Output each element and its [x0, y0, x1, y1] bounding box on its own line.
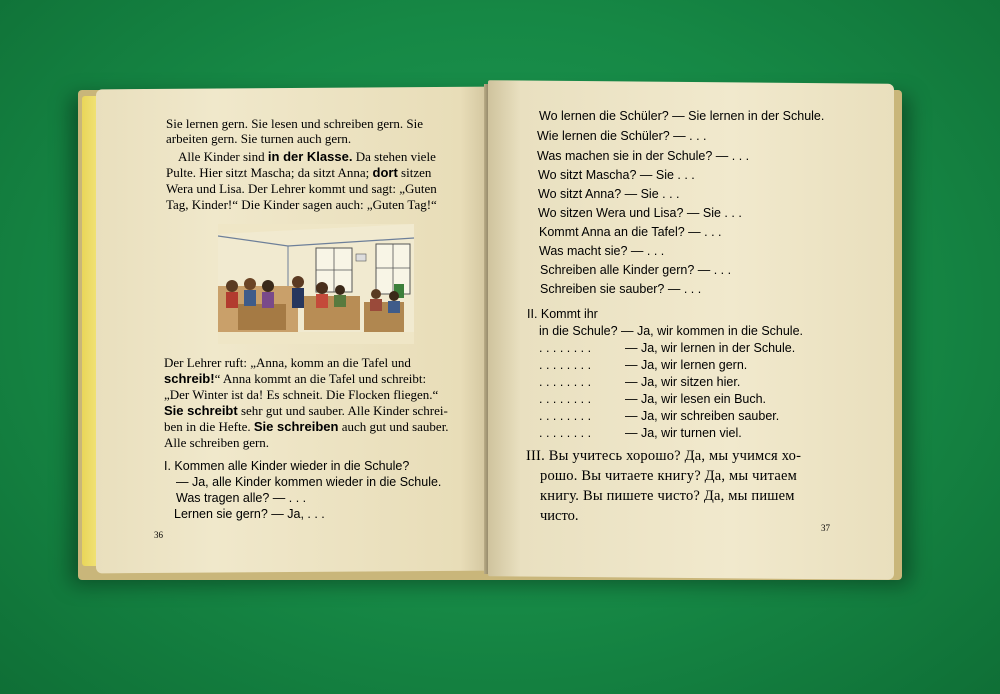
text-line: — Ja, wir lesen ein Buch.: [625, 392, 767, 406]
blank-dots: . . . . . . . .: [539, 392, 592, 406]
text-line: in die Schule? — Ja, wir kommen in die Schule.: [539, 324, 804, 338]
text-line: — Ja, alle Kinder kommen wieder in die Schule.: [176, 475, 442, 489]
text-line: schreib!“ Anna kommt an die Tafel und schreibt:: [164, 371, 427, 386]
text-line: — Ja, wir turnen viel.: [625, 426, 742, 440]
text-line: Wo sitzt Anna? — Sie . . .: [538, 187, 680, 201]
text-line: Alle schreiben gern.: [164, 435, 270, 450]
text-line: Wie lernen die Schüler? — . . .: [537, 129, 707, 143]
text-line: Sie schreibt sehr gut und sauber. Alle Kinder schrei-: [164, 403, 448, 418]
text-line: Wera und Lisa. Der Lehrer kommt und sagt: „Guten: [166, 181, 437, 196]
text-line: Wo sitzen Wera und Lisa? — Sie . . .: [538, 206, 742, 220]
text-line: Sie lernen gern. Sie lesen und schreiben gern. Sie: [166, 116, 424, 131]
blank-dots: . . . . . . . .: [539, 426, 592, 440]
text-line: — Ja, wir schreiben sauber.: [625, 409, 780, 423]
text-line: Was tragen alle? — . . .: [176, 491, 307, 505]
text-line: Alle Kinder sind in der Klasse. Da stehen viele: [178, 149, 436, 164]
text-line: — Ja, wir sitzen hier.: [625, 375, 741, 389]
text-line: Lernen sie gern? — Ja, . . .: [174, 507, 325, 521]
text-line: Schreiben alle Kinder gern? — . . .: [540, 263, 732, 277]
text-line: Tag, Kinder!“ Die Kinder sagen auch: „Guten Tag!“: [166, 197, 437, 212]
text-line: Wo lernen die Schüler? — Sie lernen in der Schule.: [539, 109, 825, 123]
text-line: Was macht sie? — . . .: [539, 244, 665, 258]
text-line: I. Kommen alle Kinder wieder in die Schule?: [164, 459, 410, 473]
text-line: Wo sitzt Mascha? — Sie . . .: [538, 168, 695, 182]
text-line: Pulte. Hier sitzt Mascha; da sitzt Anna; dort sitzen: [166, 165, 432, 180]
text-line: рошо. Вы читаете книгу? Да, мы читаем: [540, 468, 797, 484]
page-number-left: 36: [154, 530, 163, 540]
text-line: „Der Winter ist da! Es schneit. Die Flocken fliegen.“: [164, 387, 439, 402]
text-line: Kommt Anna an die Tafel? — . . .: [539, 225, 722, 239]
blank-dots: . . . . . . . .: [539, 409, 592, 423]
text-line: Was machen sie in der Schule? — . . .: [537, 149, 750, 163]
text-line: arbeiten gern. Sie turnen auch gern.: [166, 131, 352, 146]
blank-dots: . . . . . . . .: [539, 375, 592, 389]
blank-dots: . . . . . . . .: [539, 358, 592, 372]
text-line: ben in die Hefte. Sie schreiben auch gut und sauber.: [164, 419, 449, 434]
page-number-right: 37: [821, 523, 830, 533]
text-line: — Ja, wir lernen in der Schule.: [625, 341, 796, 355]
text-line: III. Вы учитесь хорошо? Да, мы учимся хо-: [526, 448, 802, 464]
classroom-illustration: [218, 224, 414, 344]
exercise-heading: II. Kommt ihr: [527, 307, 598, 321]
text-line: книгу. Вы пишете чисто? Да, мы пишем: [540, 488, 795, 504]
text-line: Der Lehrer ruft: „Anna, komm an die Tafel und: [164, 355, 411, 370]
text-line: чисто.: [540, 508, 579, 524]
blank-dots: . . . . . . . .: [539, 341, 592, 355]
text-line: — Ja, wir lernen gern.: [625, 358, 748, 372]
text-line: Schreiben sie sauber? — . . .: [540, 282, 702, 296]
